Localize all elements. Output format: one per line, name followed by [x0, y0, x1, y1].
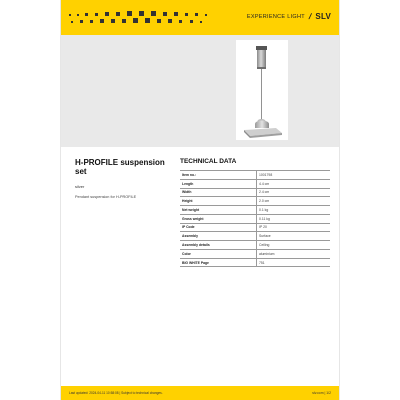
row-value: IP 20	[257, 223, 331, 232]
row-label: Height	[180, 197, 257, 206]
product-image-area	[61, 35, 339, 147]
row-label: Item no.:	[180, 171, 257, 180]
row-value: 0.1 kg	[257, 206, 331, 215]
row-value: 1001798	[257, 171, 331, 180]
brand	[247, 12, 331, 21]
product-title: H-PROFILE suspension set	[75, 158, 165, 176]
row-label: Color	[180, 249, 257, 258]
row-label: Net weight	[180, 206, 257, 215]
product-summary	[75, 158, 175, 199]
footer-note: Last updated: 2024-04-11 10:58:08 | Subject to technical changes.	[69, 391, 163, 395]
row-value: 2.0 cm	[257, 197, 331, 206]
product-color: silver	[75, 184, 85, 189]
row-value: 4.4 cm	[257, 179, 331, 188]
technical-data-title: TECHNICAL DATA	[180, 158, 237, 165]
table-row	[180, 179, 330, 188]
table-row	[180, 171, 330, 180]
row-value: aluminium	[257, 249, 331, 258]
brand-text: EXPERIENCE LIGHT	[246, 13, 305, 20]
table-row	[180, 232, 330, 241]
table-row	[180, 214, 330, 223]
table-row	[180, 206, 330, 215]
technical-data	[180, 158, 330, 267]
row-value: Ceiling	[257, 241, 331, 250]
row-value: 751	[257, 258, 331, 267]
header-bar	[61, 0, 339, 35]
table-row	[180, 197, 330, 206]
row-label: Gross weight	[180, 214, 257, 223]
row-label: Length	[180, 179, 257, 188]
brand-pattern-icon	[67, 8, 217, 28]
row-label: IP Code	[180, 223, 257, 232]
product-image	[236, 40, 288, 140]
row-label: Assembly details	[180, 241, 257, 250]
row-label: BIG WHITE Page	[180, 258, 257, 267]
technical-data-table	[180, 170, 330, 267]
logo-text: SLV	[315, 12, 331, 21]
table-row	[180, 223, 330, 232]
datasheet-page	[60, 0, 340, 400]
product-description: Pendant suspension for H-PROFILE	[75, 195, 137, 199]
footer-bar	[61, 386, 339, 400]
row-label: Width	[180, 188, 257, 197]
pendant-suspension-icon	[236, 40, 288, 140]
table-row	[180, 241, 330, 250]
row-value: Surface	[257, 232, 331, 241]
footer-page-link[interactable]: slv.com | 1/2	[312, 391, 331, 395]
table-row	[180, 188, 330, 197]
table-row	[180, 249, 330, 258]
row-value: 2.4 cm	[257, 188, 331, 197]
row-label: Assembly	[180, 232, 257, 241]
table-row	[180, 258, 330, 267]
row-value: 0.11 kg	[257, 214, 331, 223]
logo-slash-icon: /	[307, 12, 313, 21]
